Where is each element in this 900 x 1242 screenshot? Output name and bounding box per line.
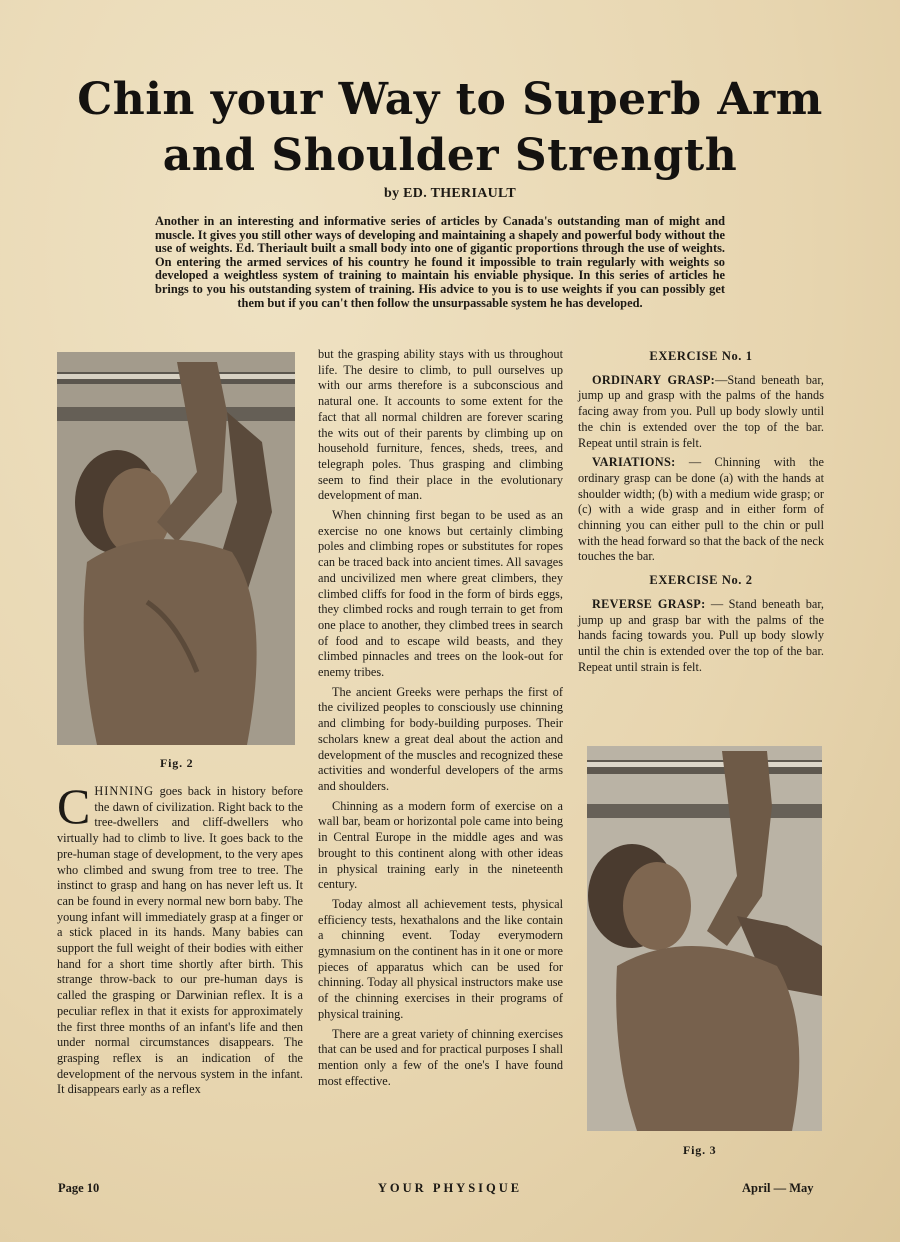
paragraph: The ancient Greeks were perhaps the first of the civilized peoples to consciously use chinning and climbing for body-building purposes. Their scholars knew a great deal about the action and development of the muscles and recognized these activities and wonderful developers of the arms and shoulders. bbox=[318, 684, 563, 793]
opening-paragraph bbox=[57, 778, 303, 1098]
issue-date: April — May bbox=[742, 1181, 814, 1195]
exercise-1-lead: ORDINARY GRASP: bbox=[592, 372, 716, 387]
figure-2-photo bbox=[57, 352, 295, 745]
paragraph: When chinning first began to be used as an exercise no one knows but certainly climbing poles and climbing ropes or substitutes for ropes can be traced back into ancient times. All savages and uncivilized men where great climbers, they climbed cliffs for food in the form of birds eggs, they climbed rocks and rough terrain to get from one place to another, they climbed trees in search of food and to escape wild beasts, and they climbed pinnacles and trees on the look-out for enemy tribes. bbox=[318, 508, 563, 680]
column-3 bbox=[578, 347, 824, 679]
exercise-2-heading: EXERCISE No. 2 bbox=[649, 573, 753, 588]
title-line-2: and Shoulder Strength bbox=[162, 130, 738, 181]
opening-text: goes back in history before the dawn of civilization. Right back to the tree-dwellers and cliff-dwellers who virtually had to climb to live. It goes back to the pre-human stage of development, to the very apes who climbed and swung from tree to tree. The instinct to grasp and hang on has never left us. It can be found in every normal new born baby. The young infant will immediately grasp at a finger or a stick placed in its hands. Many babies can support the full weight of their bodies with either hand for a short time shortly after birth. This strange throw-back to our pre-human days is called the grasping or Darwinian reflex. It is a peculiar reflex in that it exists for approximately the first three months of an infant's life and then under normal circumstances disappears. The grasping reflex is an indication of the development of the nervous system in the infant. It disappears early as a reflex bbox=[57, 784, 303, 1097]
article-title bbox=[30, 72, 870, 184]
man-chinning-illustration-2 bbox=[587, 746, 822, 1131]
intro-paragraph: Another in an interesting and informative series of articles by Canada's outstanding man of might and muscle. It gives you still other ways of developing and maintaining a shapely and powerful body without the use of weights. Ed. Theriault built a small body into one of gigantic proportions through the use of weights. On entering the armed services of his country he found it impossible to train regularly with weights so developed a weightless system of training to maintain his enviable physique. In this series of articles he brings to you his outstanding system of training. His advice to you is to use weights if you can possibly get them but if you can't then follow the unsurpassable system he has developed. bbox=[155, 214, 725, 310]
byline: by ED. THERIAULT bbox=[383, 186, 517, 201]
figure-3-photo bbox=[587, 746, 822, 1131]
exercise-1-body: —Stand beneath bar, jump up and grasp with the palms of the hands facing away from you. Pull up body slowly until the chin is extended over the top of the bar. Repeat until strain is felt. bbox=[578, 372, 825, 450]
figure-2-caption: Fig. 2 bbox=[160, 756, 194, 770]
opening-word: HINNING bbox=[94, 784, 154, 798]
man-chinning-illustration bbox=[57, 352, 295, 745]
exercise-2-text bbox=[578, 597, 824, 676]
drop-cap: C bbox=[57, 778, 91, 834]
paragraph: Today almost all achievement tests, physical efficiency tests, hexathalons and the like contain a chinning event. Today everymodern gymnasium on the continent has in it one or more pieces of apparatus which can be used for chinning. Today all physical instructors make use of the chinning exercises in their programs of physical training. bbox=[318, 896, 563, 1021]
variations-lead: VARIATIONS: bbox=[592, 455, 676, 470]
paragraph: There are a great variety of chinning exercises that can be used and for practical purposes I shall mention only a few of the one's I have found most effective. bbox=[318, 1026, 563, 1088]
magazine-name: YOUR PHYSIQUE bbox=[377, 1181, 523, 1195]
column-2 bbox=[318, 347, 563, 1093]
paragraph: but the grasping ability stays with us throughout life. The desire to climb, to pull ourselves up with our arms therefore is a subconscious and natural one. It accounts to some extent for the fact that all normal children are forever scaring the wits out of their parents by climbing up on household furniture, fences, sheds, trees, and telegraph poles. Thus grasping and climbing seem to find their place in the evolutionary development of man. bbox=[318, 347, 563, 503]
page-number: Page 10 bbox=[58, 1181, 100, 1195]
exercise-1-text bbox=[578, 373, 824, 452]
variations-body: — Chinning with the ordinary grasp can be done (a) with the hands at shoulder width; (b) with a medium wide grasp; or (c) with a wide grasp and in either form of chinning you can either pull to the chin or pull with the head forward so that the back of the neck touches the bar. bbox=[578, 455, 824, 564]
exercise-2-lead: REVERSE GRASP: bbox=[592, 596, 706, 611]
exercise-1-heading: EXERCISE No. 1 bbox=[649, 349, 753, 363]
variations-text bbox=[578, 455, 824, 565]
figure-3-caption: Fig. 3 bbox=[683, 1143, 717, 1157]
column-1 bbox=[57, 778, 303, 1102]
title-line-1: Chin your Way to Superb Arm bbox=[77, 74, 823, 125]
paragraph: Chinning as a modern form of exercise on a wall bar, beam or horizontal pole came into being in Central Europe in the middle ages and was brought to this continent along with other ideas in physical training early in the nineteenth century. bbox=[318, 798, 563, 892]
exercise-2-body: — Stand beneath bar, jump up and grasp bar with the palms of the hands facing towards you. Pull up body slowly until the chin is extended over the top of the bar. Repeat until strain is felt. bbox=[578, 596, 824, 674]
